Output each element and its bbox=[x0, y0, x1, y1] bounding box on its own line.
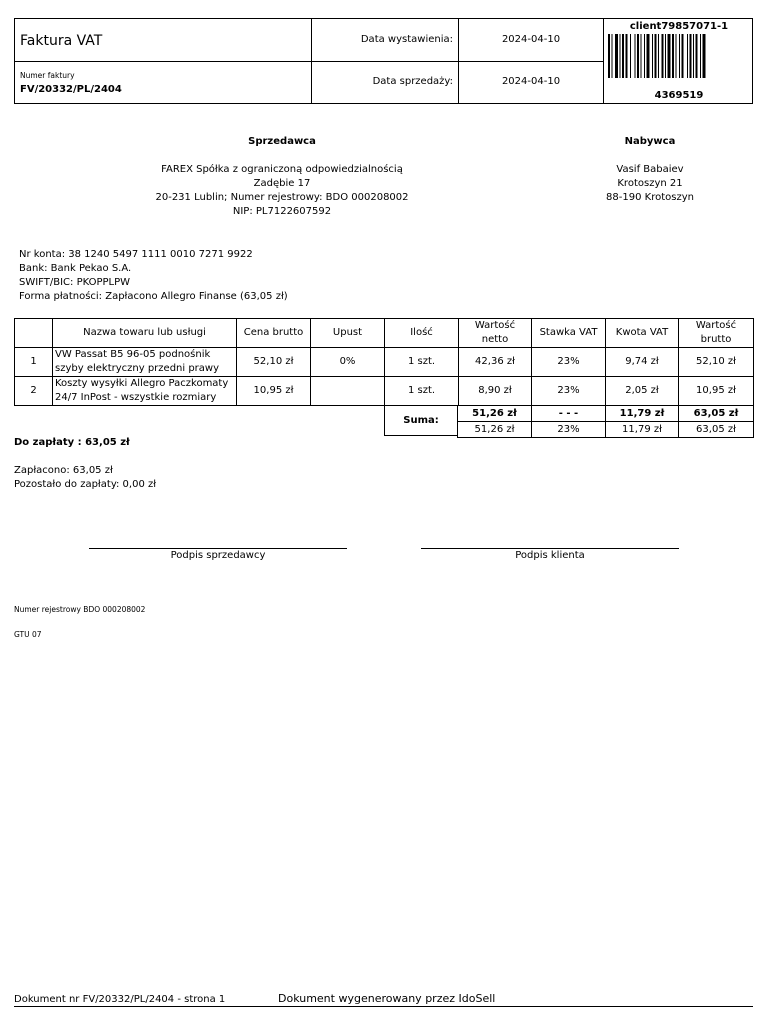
client-code: client79857071-1 bbox=[629, 21, 729, 32]
footer-document-number: Dokument nr FV/20332/PL/2404 - strona 1 bbox=[14, 994, 226, 1005]
col-header-price: Cena brutto bbox=[237, 319, 311, 348]
col-header-net: Wartość netto bbox=[459, 319, 532, 348]
table-row bbox=[15, 348, 754, 377]
rate-net: 51,26 zł bbox=[458, 422, 532, 438]
issue-date: 2024-04-10 bbox=[501, 34, 561, 45]
row-no: 1 bbox=[15, 348, 53, 377]
buyer-city: 88-190 Krotoszyn bbox=[606, 192, 694, 203]
seller-street: Zadębie 17 bbox=[253, 178, 311, 189]
sum-total-row bbox=[458, 406, 754, 422]
document-title: Faktura VAT bbox=[20, 33, 103, 49]
sale-date: 2024-04-10 bbox=[501, 76, 561, 87]
row-rate: 23% bbox=[532, 348, 606, 377]
row-gross: 10,95 zł bbox=[679, 377, 754, 406]
footer-generated-by: Dokument wygenerowany przez IdoSell bbox=[278, 992, 496, 1005]
row-price: 52,10 zł bbox=[237, 348, 311, 377]
row-vat: 2,05 zł bbox=[606, 377, 679, 406]
row-name: VW Passat B5 96-05 podnośnik szyby elektryczny przedni prawy bbox=[53, 348, 237, 377]
sum-label: Suma: bbox=[384, 405, 458, 436]
rate-gross: 63,05 zł bbox=[679, 422, 754, 438]
seller-name: FAREX Spółka z ograniczoną odpowiedzialnością bbox=[161, 164, 403, 175]
col-header-gross: Wartość brutto bbox=[679, 319, 754, 348]
table-row bbox=[15, 377, 754, 406]
seller-signature-label: Podpis sprzedawcy bbox=[170, 550, 266, 561]
barcode-number: 4369519 bbox=[654, 90, 704, 101]
items-table bbox=[14, 318, 754, 406]
bank-name: Bank: Bank Pekao S.A. bbox=[19, 263, 132, 274]
col-header-vat: Kwota VAT bbox=[606, 319, 679, 348]
sum-table bbox=[457, 405, 754, 438]
swift-code: SWIFT/BIC: PKOPPLPW bbox=[19, 277, 131, 288]
col-header-rate: Stawka VAT bbox=[532, 319, 606, 348]
bdo-note: Numer rejestrowy BDO 000208002 bbox=[14, 605, 146, 614]
seller-city: 20-231 Lublin; Numer rejestrowy: BDO 000208002 bbox=[155, 192, 409, 203]
col-header-qty: Ilość bbox=[385, 319, 459, 348]
sum-vat: 11,79 zł bbox=[606, 406, 679, 422]
invoice-header bbox=[14, 18, 753, 104]
buyer-heading: Nabywca bbox=[624, 136, 676, 147]
barcode-box bbox=[604, 19, 753, 103]
seller-nip: NIP: PL7122607592 bbox=[232, 206, 332, 217]
row-qty: 1 szt. bbox=[385, 348, 459, 377]
buyer-name: Vasif Babaiev bbox=[616, 164, 684, 175]
rate-rate: 23% bbox=[532, 422, 606, 438]
footer-divider bbox=[14, 1006, 753, 1007]
row-vat: 9,74 zł bbox=[606, 348, 679, 377]
amount-remaining: Pozostało do zapłaty: 0,00 zł bbox=[14, 479, 157, 490]
buyer-street: Krotoszyn 21 bbox=[617, 178, 683, 189]
row-net: 8,90 zł bbox=[459, 377, 532, 406]
amount-paid: Zapłacono: 63,05 zł bbox=[14, 465, 113, 476]
sum-rate: - - - bbox=[532, 406, 606, 422]
rate-vat: 11,79 zł bbox=[606, 422, 679, 438]
client-signature-line bbox=[421, 548, 679, 549]
table-header-row bbox=[15, 319, 754, 348]
client-signature-label: Podpis klienta bbox=[515, 550, 585, 561]
row-gross: 52,10 zł bbox=[679, 348, 754, 377]
sum-gross: 63,05 zł bbox=[679, 406, 754, 422]
row-rate: 23% bbox=[532, 377, 606, 406]
sum-net: 51,26 zł bbox=[458, 406, 532, 422]
amount-due: Do zapłaty : 63,05 zł bbox=[14, 437, 130, 448]
row-net: 42,36 zł bbox=[459, 348, 532, 377]
issue-date-label: Data wystawienia: bbox=[360, 34, 453, 45]
row-qty: 1 szt. bbox=[385, 377, 459, 406]
invoice-number-label: Numer faktury bbox=[20, 71, 75, 80]
col-header-discount: Upust bbox=[311, 319, 385, 348]
payment-method: Forma płatności: Zapłacono Allegro Finanse (63,05 zł) bbox=[19, 291, 288, 302]
row-name: Koszty wysyłki Allegro Paczkomaty 24/7 InPost - wszystkie rozmiary bbox=[53, 377, 237, 406]
sum-rate-row bbox=[458, 422, 754, 438]
barcode-image bbox=[608, 34, 748, 78]
row-price: 10,95 zł bbox=[237, 377, 311, 406]
row-no: 2 bbox=[15, 377, 53, 406]
invoice-number: FV/20332/PL/2404 bbox=[20, 84, 122, 95]
col-header-no bbox=[15, 319, 53, 348]
row-discount bbox=[311, 377, 385, 406]
sale-date-label: Data sprzedaży: bbox=[372, 76, 453, 87]
row-discount: 0% bbox=[311, 348, 385, 377]
col-header-name: Nazwa towaru lub usługi bbox=[53, 319, 237, 348]
seller-heading: Sprzedawca bbox=[248, 136, 316, 147]
bank-account: Nr konta: 38 1240 5497 1111 0010 7271 9922 bbox=[19, 249, 253, 260]
gtu-note: GTU 07 bbox=[14, 630, 42, 639]
seller-signature-line bbox=[89, 548, 347, 549]
